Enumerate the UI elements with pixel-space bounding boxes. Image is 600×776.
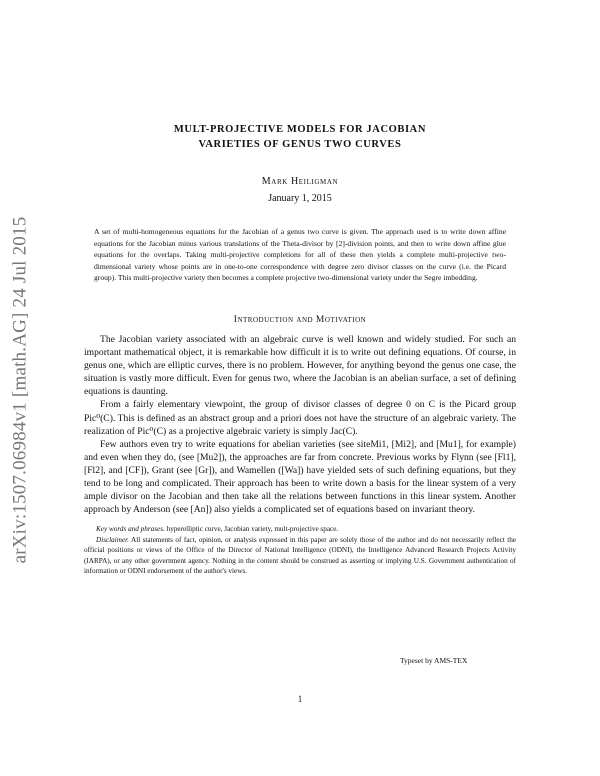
keywords-text: hyperelliptic curve, Jacobian variety, mult-projective space. [166, 525, 339, 534]
paper-page [84, 122, 516, 576]
abstract: A set of multi-homogeneous equations for the Jacobian of a genus two curve is given. The approach used is to write down affine equations for the Jacobian minus various translations of the Theta-divisor by [2]-division points, and then to write down affine glue equations for the overlaps. Taking multi-projective completions for all of these then yields a complete multi-projective two-dimensional variety whose points are in one-to-one correspondence with degree zero divisor classes on the curve (i.e. the Picard group). This multi-projective variety then becomes a complete projective two-dimensional variety under the Segre imbedding. [94, 227, 506, 283]
paragraph-1: The Jacobian variety associated with an algebraic curve is well known and widely studied. For such an important mathematical object, it is remarkable how difficult it is to write out defining equations. Of course, in genus one, which are elliptic curves, there is no problem. However, for anything beyond the genus one case, the situation is vastly more difficult. Even for genus two, where the Jacobian is an abelian surface, a set of defining equations is daunting. [84, 333, 516, 398]
paragraph-3: Few authors even try to write equations for abelian varieties (see siteMi1, [Mi2], and [Mu1], for example) and even when they do, (see [Mu2]), the approaches are far from concrete. Previous works by Flynn (see [Fl1], [Fl2], and [CF]), Grant (see [Gr]), and Wamellen ([Wa]) have yielded sets of such defining equations, but they tend to be long and complicated. Their approach has been to write down a basis for the linear system of a very ample divisor on the Jacobian and then take all the relations between functions in this linear system. Another approach by Anderson (see [An]) also yields a complicated set of equations based on invariant theory. [84, 438, 516, 516]
page-number: 1 [297, 694, 303, 704]
author: Mark Heiligman [261, 176, 339, 187]
title-line-2: VARIETIES OF GENUS TWO CURVES [198, 139, 402, 150]
disclaimer-text: All statements of fact, opinion, or analysis expressed in this paper are solely those of the author and do not necessarily reflect the official positions or views of the Office of the Director of National Intelligence (ODNI), the Intelligence Advanced Research Projects Activity (IARPA), or any other government agency. Nothing in the content should be construed as asserting or implying U.S. Government authentication of information or ODNI endorsement of the author's views. [84, 535, 516, 575]
section-title: Introduction and Motivation [233, 314, 367, 325]
disclaimer-label: Disclaimer. [96, 535, 129, 544]
typeset-note: Typeset by AMS-TEX [400, 656, 468, 665]
arxiv-id: arXiv:1507.06984v1 [math.AG] 24 Jul 2015 [9, 216, 30, 564]
keywords-label: Key words and phrases. [96, 525, 165, 534]
title-line-1: MULT-PROJECTIVE MODELS FOR JACOBIAN [173, 124, 427, 135]
date: January 1, 2015 [268, 193, 332, 204]
paragraph-2: From a fairly elementary viewpoint, the group of divisor classes of degree 0 on C is the Picard group Pic⁰(C). This is defined as an abstract group and a priori does not have the structure of an algebraic variety. The realization of Pic⁰(C) as a projective algebraic variety is simply Jac(C). [84, 399, 516, 437]
arxiv-stamp [4, 180, 36, 600]
paper-title [84, 122, 516, 152]
disclaimer-footnote [84, 535, 516, 577]
keywords-footnote [84, 524, 516, 534]
